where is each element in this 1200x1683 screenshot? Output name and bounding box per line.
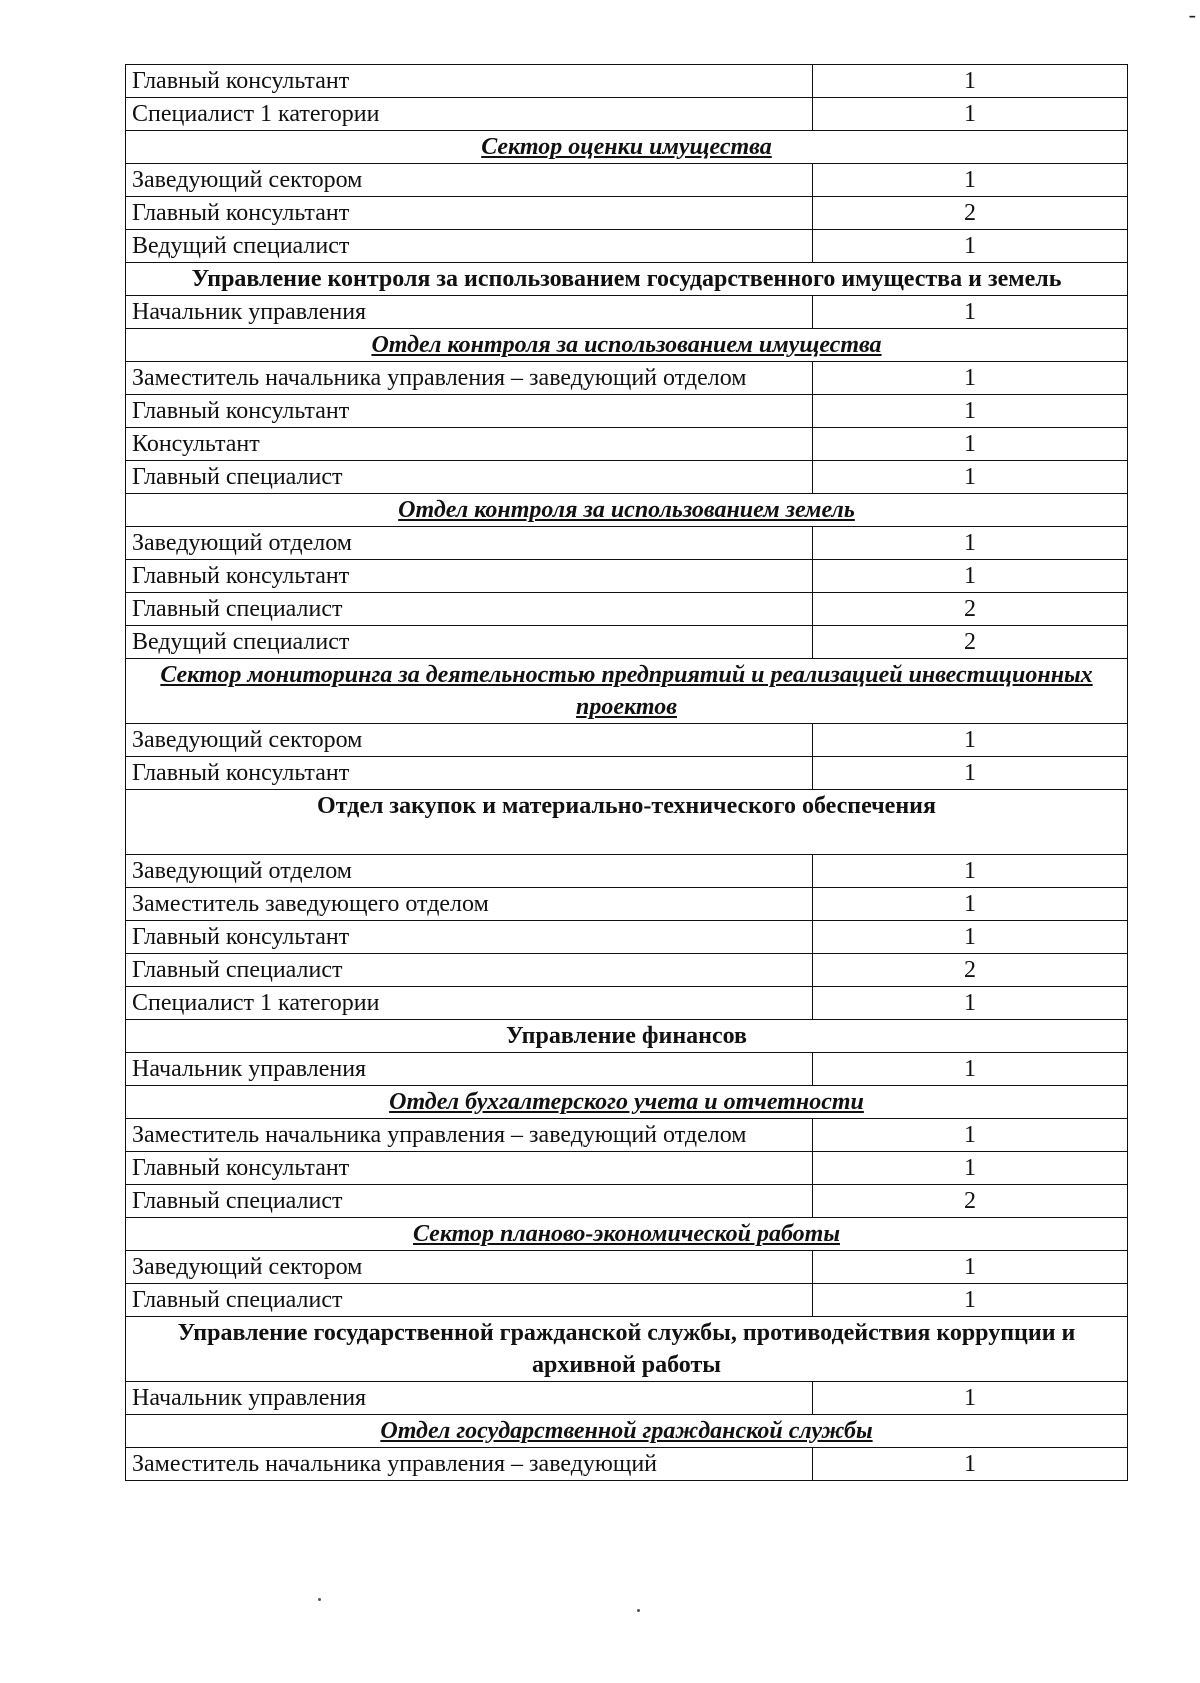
position-title: Главный специалист <box>126 1284 813 1317</box>
section-header-row <box>126 1020 1128 1053</box>
position-count: 1 <box>813 1382 1128 1415</box>
table-row <box>126 197 1128 230</box>
table-row <box>126 428 1128 461</box>
table-row <box>126 724 1128 757</box>
section-header-row <box>126 263 1128 296</box>
section-heading: Отдел закупок и материально-технического обеспечения <box>126 790 1128 855</box>
position-title: Начальник управления <box>126 1382 813 1415</box>
position-count: 2 <box>813 626 1128 659</box>
table-row <box>126 296 1128 329</box>
scan-speck <box>637 1609 640 1612</box>
section-header-row <box>126 494 1128 527</box>
position-title: Главный консультант <box>126 560 813 593</box>
table-row <box>126 888 1128 921</box>
staffing-table-body <box>126 65 1128 1481</box>
section-header-row <box>126 1317 1128 1382</box>
position-title: Консультант <box>126 428 813 461</box>
table-row <box>126 527 1128 560</box>
position-count: 1 <box>813 888 1128 921</box>
position-count: 1 <box>813 987 1128 1020</box>
position-count: 1 <box>813 98 1128 131</box>
table-row <box>126 1119 1128 1152</box>
position-count: 1 <box>813 1119 1128 1152</box>
table-row <box>126 1251 1128 1284</box>
position-title: Заведующий сектором <box>126 164 813 197</box>
position-count: 1 <box>813 428 1128 461</box>
table-row <box>126 855 1128 888</box>
section-heading: Отдел контроля за использованием земель <box>126 494 1128 527</box>
section-heading: Отдел бухгалтерского учета и отчетности <box>126 1086 1128 1119</box>
table-row <box>126 1284 1128 1317</box>
position-count: 2 <box>813 954 1128 987</box>
table-row <box>126 560 1128 593</box>
scan-speck <box>318 1598 321 1601</box>
position-count: 1 <box>813 757 1128 790</box>
position-title: Главный специалист <box>126 593 813 626</box>
position-title: Заместитель начальника управления – заведующий <box>126 1448 813 1481</box>
table-row <box>126 1152 1128 1185</box>
section-header-row <box>126 131 1128 164</box>
table-row <box>126 65 1128 98</box>
position-title: Специалист 1 категории <box>126 987 813 1020</box>
table-row <box>126 98 1128 131</box>
position-title: Ведущий специалист <box>126 626 813 659</box>
section-heading: Сектор планово-экономической работы <box>126 1218 1128 1251</box>
table-row <box>126 1185 1128 1218</box>
section-header-row <box>126 329 1128 362</box>
position-count: 1 <box>813 1152 1128 1185</box>
table-row <box>126 461 1128 494</box>
position-title: Главный консультант <box>126 395 813 428</box>
position-title: Специалист 1 категории <box>126 98 813 131</box>
section-header-row <box>126 790 1128 855</box>
table-row <box>126 757 1128 790</box>
table-row <box>126 1448 1128 1481</box>
section-heading: Отдел контроля за использованием имущества <box>126 329 1128 362</box>
position-title: Заместитель начальника управления – заведующий отделом <box>126 1119 813 1152</box>
position-title: Заведующий отделом <box>126 855 813 888</box>
position-title: Заместитель начальника управления – заведующий отделом <box>126 362 813 395</box>
position-title: Начальник управления <box>126 1053 813 1086</box>
table-row <box>126 1053 1128 1086</box>
position-count: 1 <box>813 1284 1128 1317</box>
section-header-row <box>126 1218 1128 1251</box>
staffing-table <box>125 64 1128 1481</box>
section-heading: Сектор мониторинга за деятельностью предприятий и реализацией инвестиционных проектов <box>126 659 1128 724</box>
position-title: Заведующий сектором <box>126 1251 813 1284</box>
section-heading: Отдел государственной гражданской службы <box>126 1415 1128 1448</box>
position-count: 2 <box>813 197 1128 230</box>
position-title: Главный консультант <box>126 757 813 790</box>
position-count: 1 <box>813 296 1128 329</box>
table-row <box>126 626 1128 659</box>
position-count: 1 <box>813 560 1128 593</box>
table-row <box>126 593 1128 626</box>
section-header-row <box>126 1086 1128 1119</box>
position-count: 1 <box>813 724 1128 757</box>
position-count: 1 <box>813 855 1128 888</box>
position-count: 1 <box>813 65 1128 98</box>
position-title: Начальник управления <box>126 296 813 329</box>
position-title: Главный консультант <box>126 921 813 954</box>
table-row <box>126 954 1128 987</box>
position-title: Главный консультант <box>126 197 813 230</box>
position-count: 1 <box>813 1448 1128 1481</box>
section-heading: Управление финансов <box>126 1020 1128 1053</box>
position-count: 1 <box>813 164 1128 197</box>
position-count: 1 <box>813 395 1128 428</box>
section-heading: Управление государственной гражданской службы, противодействия коррупции и архивной работы <box>126 1317 1128 1382</box>
position-title: Главный консультант <box>126 1152 813 1185</box>
position-title: Главный специалист <box>126 954 813 987</box>
position-count: 1 <box>813 362 1128 395</box>
position-count: 2 <box>813 593 1128 626</box>
table-row <box>126 164 1128 197</box>
section-header-row <box>126 1415 1128 1448</box>
position-count: 1 <box>813 1251 1128 1284</box>
table-row <box>126 987 1128 1020</box>
position-title: Ведущий специалист <box>126 230 813 263</box>
position-count: 1 <box>813 230 1128 263</box>
position-title: Заместитель заведующего отделом <box>126 888 813 921</box>
position-count: 1 <box>813 921 1128 954</box>
position-title: Главный консультант <box>126 65 813 98</box>
position-count: 1 <box>813 1053 1128 1086</box>
position-title: Заведующий сектором <box>126 724 813 757</box>
section-header-row <box>126 659 1128 724</box>
page-corner-mark: - <box>1188 2 1196 27</box>
table-row <box>126 921 1128 954</box>
table-row <box>126 362 1128 395</box>
position-title: Заведующий отделом <box>126 527 813 560</box>
table-row <box>126 1382 1128 1415</box>
position-count: 1 <box>813 527 1128 560</box>
section-heading: Управление контроля за использованием государственного имущества и земель <box>126 263 1128 296</box>
position-title: Главный специалист <box>126 1185 813 1218</box>
position-count: 1 <box>813 461 1128 494</box>
table-row <box>126 230 1128 263</box>
section-heading: Сектор оценки имущества <box>126 131 1128 164</box>
position-title: Главный специалист <box>126 461 813 494</box>
table-row <box>126 395 1128 428</box>
position-count: 2 <box>813 1185 1128 1218</box>
